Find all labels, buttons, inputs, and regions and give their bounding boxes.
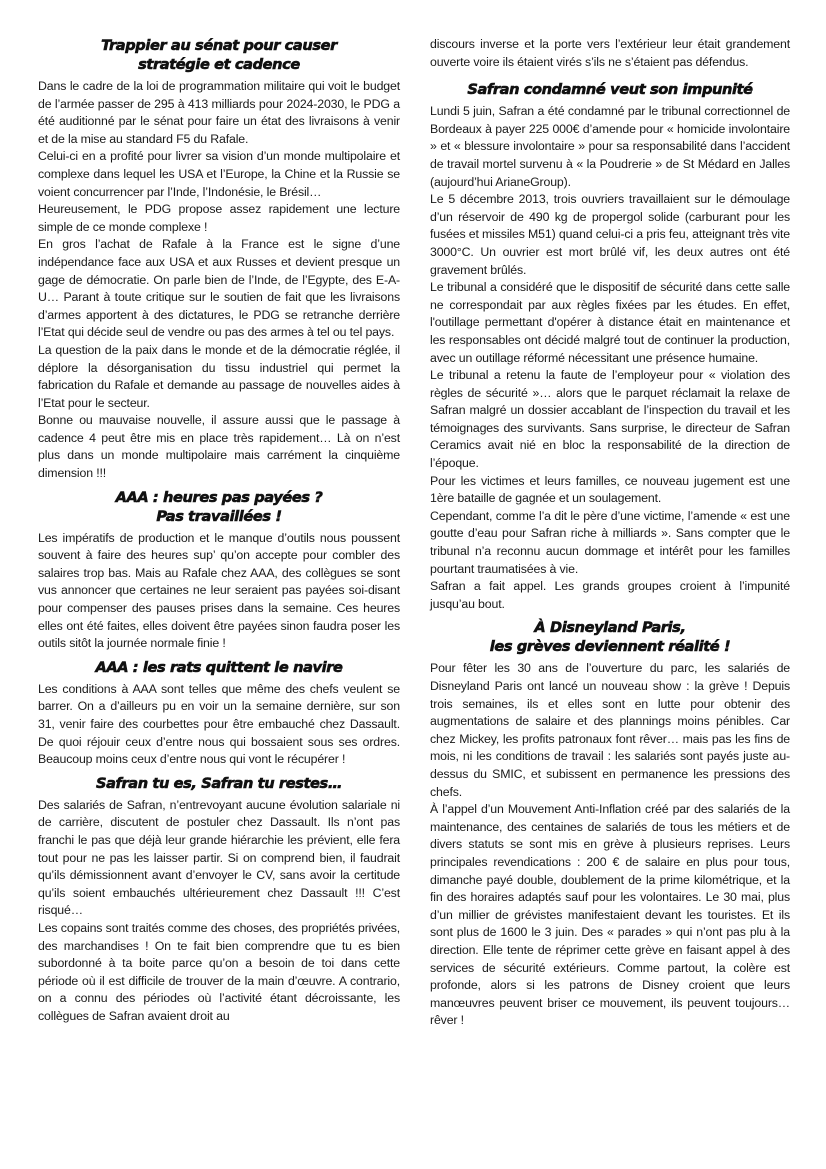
article-paragraph: Dans le cadre de la loi de programmation militaire qui voit le budget de l’armée passer de 295 à 413 milliards pour 2024-2030, le PDG a été auditionné par le sénat pour faire un état des livraisons à venir et de la mise au standard F5 du Rafale. <box>38 79 400 146</box>
article-paragraph: Heureusement, le PDG propose assez rapidement une lecture simple de ce monde complexe ! <box>38 202 400 234</box>
article-paragraph: Pour les victimes et leurs familles, ce nouveau jugement est une 1ère bataille de gagnée et un soulagement. <box>430 473 790 506</box>
article-paragraph: Lundi 5 juin, Safran a été condamné par le tribunal correctionnel de Bordeaux à payer 225 000€ d’amende pour « homicide involontaire » et « blessure involontaire » pour sa responsabilité dans l’accident de travail mortel survenu à « la Poudrerie » de St Médard en Jalles (aujourd’hui ArianeGroup). <box>430 104 790 189</box>
headline-line: Safran condamné veut son impunité <box>467 81 753 99</box>
article-paragraph: Le tribunal a retenu la faute de l’employeur pour « violation des règles de sécurité »… alors que le parquet réclamait la relaxe de Safran malgré un dossier accablant de l’inspection du travail et les témoignages des survivants. Sans surprise, le directeur de Safran Ceramics avait nié en bloc la responsabilité de la direction de l’époque. <box>430 368 790 471</box>
article-paragraph: Des salariés de Safran, n’entrevoyant aucune évolution salariale ni de carrière, discutent de postuler chez Dassault. Ils n’ont pas franchi le pas que déjà leur grande hiérarchie les prévient, elle fera tout pour ne pas les laisser partir. Si on comprend bien, il faudrait qu’ils démissionnent avant d’envoyer le CV, sans avoir la certitude qu’ils soient embauchés ultérieurement chez Dassault !!! C’est risqué… <box>38 797 400 918</box>
article-paragraph: Celui-ci en a profité pour livrer sa vision d’un monde multipolaire et complexe dans lequel les USA et l’Europe, la Chine et la Russie se voient concurrencer par l’Inde, l’Indonésie, le Brésil… <box>38 149 400 199</box>
headline-line: les grèves deviennent réalité ! <box>489 638 731 656</box>
headline-line: À Disneyland Paris, <box>534 619 686 637</box>
article-safran-condamne <box>430 80 790 613</box>
article-paragraph: Le tribunal a considéré que le dispositif de sécurité dans cette salle ne correspondait par aux règles fixées par les études. En effet, l'outillage permettant d'opérer à distance était en maintenance et les responsables ont décidé malgré tout de continuer la production, avec un outillage réformé nécessitant une présence humaine. <box>430 280 790 365</box>
article-disneyland-greves <box>430 618 790 1029</box>
article-paragraph: Le 5 décembre 2013, trois ouvriers travaillaient sur le démoulage d’un réservoir de 490 kg de propergol solide (carburant pour les fusées et missiles M51) quand celui-ci a pris feu, atteignant très vite 3000°C. Un ouvrier est mort brûlé vif, les deux autres ont été gravement brûlés. <box>430 192 790 277</box>
article-headline <box>38 774 400 793</box>
article-headline <box>430 80 790 99</box>
article-trappier-senat <box>38 36 400 483</box>
article-headline <box>38 36 400 74</box>
article-paragraph: Safran a fait appel. Les grands groupes croient à l’impunité jusqu’au bout. <box>430 579 790 611</box>
right-column <box>430 36 790 1030</box>
article-headline <box>38 658 400 677</box>
article-paragraph: La question de la paix dans le monde et de la démocratie réglée, il déplore la désorganisation du tissu industriel qui permet la fabrication du Rafale et demande au passage de nouvelles aides à l’Etat pour le secteur. <box>38 342 400 410</box>
article-paragraph: Bonne ou mauvaise nouvelle, il assure aussi que le passage à cadence 4 peut être mis en place très rapidement… Là on n’est plus dans un monde multipolaire mais carrément la cinquième dimension !!! <box>38 413 400 481</box>
article-safran-tu-es <box>38 774 400 1026</box>
headline-line: AAA : les rats quittent le navire <box>95 658 343 676</box>
article-aaa-heures <box>38 488 400 653</box>
article-aaa-rats <box>38 658 400 769</box>
article-headline <box>38 488 400 526</box>
article-paragraph: Les conditions à AAA sont telles que même des chefs veulent se barrer. On a d’ailleurs pu en voir un la semaine dernière, sur son 31, venir faire des courbettes pour être embauché chez Dassault. De quoi réjouir ceux d’entre nous qui bossaient sous ses ordres. Beaucoup moins ceux d’entre nous qui vont le récupérer ! <box>38 681 400 767</box>
article-paragraph: Les copains sont traités comme des choses, des propriétés privées, des marchandises ! On te fait bien comprendre que tu es bien subordonné à ta boite parce qu’on a besoin de toi dans cette période où il est difficile de trouver de la main d’œuvre. A contrario, on a connu des périodes où l’activité étant décroissante, les collègues de Safran avaient droit au <box>38 920 400 1023</box>
headline-line: Trappier au sénat pour causer <box>101 37 337 54</box>
continued-paragraph: discours inverse et la porte vers l’extérieur leur était grandement ouverte voire ils étaient virés s’ils ne s’étaient pas défendus. <box>430 37 790 69</box>
newsletter-page <box>38 36 790 1030</box>
headline-line: Safran tu es, Safran tu restes… <box>95 774 343 792</box>
headline-line: stratégie et cadence <box>138 56 300 73</box>
article-paragraph: Les impératifs de production et le manque d’outils nous poussent souvent à faire des heures sup’ qu’on accepte pour combler des salaires trop bas. Mais au Rafale chez AAA, des collègues se sont vus annoncer que certaines ne leur seraient pas payées soi-disant pour compenser des pauses prises dans la semaine. Ces heures elles ont été faites, elles doivent être payées sinon faudra poser les outils sitôt la journée normale finie ! <box>38 530 400 651</box>
left-column <box>38 36 400 1030</box>
headline-line: Pas travaillées ! <box>156 507 282 525</box>
article-headline <box>430 618 790 656</box>
article-paragraph: À l’appel d’un Mouvement Anti-Inflation créé par des salariés de la maintenance, des centaines de salariés de tous les métiers et de divers statuts se sont mis en grève à plusieurs reprises. Leurs principales revendications : 200 € de salaire en plus pour tous, dimanche payé double, doublement de la prime kilométrique, et la fin des horaires adaptés sauf pour les volontaires. Le 30 mai, plus d’un millier de grévistes manifestaient devant les touristes. Et ils sont plus de 1600 le 3 juin. Des « parades » qui n’ont pas plu à la direction. Elle tente de réprimer cette grève en faisant appel à des services de sécurité extérieurs. Comme partout, la colère est profonde, alors si les patrons de Disney croient que leurs manœuvres peuvent briser ce mouvement, ils peuvent toujours… rêver ! <box>430 802 790 1028</box>
article-paragraph: Pour fêter les 30 ans de l’ouverture du parc, les salariés de Disneyland Paris ont lancé un nouveau show : la grève ! Depuis trois semaines, ils et elles sont en lutte pour obtenir des augmentations de salaire et des plannings moins pénibles. Car chez Mickey, les profits patronaux font rêver… mais pas les fins de mois, ni les conditions de travail : les salariés sont payés juste au-dessus du SMIC, et subissent en permanence les pressions des chefs. <box>430 661 790 799</box>
article-paragraph: Cependant, comme l’a dit le père d’une victime, l’amende « est une goutte d’eau pour Safran riche à milliards ». Sans compter que le tribunal n’a reconnu aucun dommage et intérêt pour les familles pourtant traumatisées à vie. <box>430 508 790 576</box>
headline-line: AAA : heures pas payées ? <box>115 488 323 506</box>
article-paragraph: En gros l’achat de Rafale à la France est le signe d’une indépendance face aux USA et aux Russes et devient presque un gage de démocratie. On parle bien de l’Inde, de l’Egypte, des E-A-U… Parant à toute critique sur le soutien de fait que les livraisons d’armes apportent à des dictatures, le PDG se retranche derrière l’Etat qui décide seul de vendre ou pas des armes à tel ou tel pays. <box>38 237 400 340</box>
